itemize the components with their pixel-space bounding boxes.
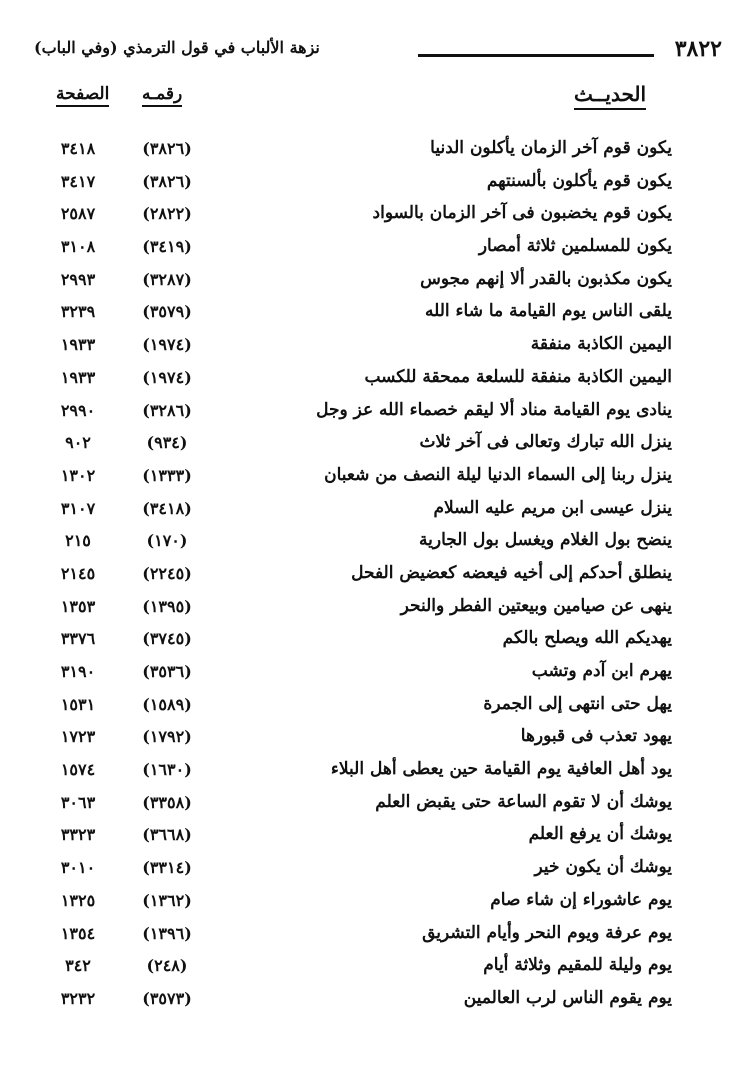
hadith-text: ينزل الله تبارك وتعالى فى آخر ثلاث [419, 432, 672, 453]
index-row [40, 921, 672, 954]
page-reference: ٣١٠٨ [60, 237, 96, 257]
hadith-text: يكون مكذبون بالقدر ألا إنهم مجوس [420, 268, 672, 289]
hadith-number: (١٦٣٠) [142, 760, 192, 780]
hadith-text: يوشك أن يكون خير [534, 857, 672, 878]
hadith-number: (١٩٧٤) [142, 335, 192, 355]
index-row [40, 332, 672, 365]
hadith-number: (٣٢٨٦) [142, 400, 192, 420]
index-row [40, 398, 672, 431]
index-row [40, 169, 672, 202]
column-headings [40, 82, 646, 116]
hadith-text: يهل حتى انتهى إلى الجمرة [483, 693, 672, 714]
hadith-number: (٢٢٤٥) [142, 563, 192, 583]
hadith-text: يكون قوم يأكلون بألسنتهم [486, 170, 672, 191]
hadith-number: (٣٨٢٦) [142, 171, 192, 191]
index-row [40, 201, 672, 234]
page-reference: ١٣٥٣ [60, 596, 96, 616]
page-reference: ١٣٠٢ [60, 465, 96, 485]
page-reference: ٣٢٣٢ [60, 988, 96, 1008]
index-row [40, 594, 672, 627]
hadith-text: ينزل ربنا إلى السماء الدنيا ليلة النصف من شعبان [324, 464, 672, 485]
page-reference: ٣١٠٧ [60, 498, 96, 518]
hadith-text: ينزل عيسى ابن مريم عليه السلام [433, 497, 672, 518]
page-reference: ٩٠٢ [65, 433, 91, 453]
hadith-text: يوم يقوم الناس لرب العالمين [463, 987, 672, 1008]
hadith-number: (٣٦٦٨) [142, 825, 192, 845]
hadith-number: (١٧٠) [146, 531, 188, 551]
hadith-number: (٣٨٢٦) [142, 139, 192, 158]
hadith-number: (٣٥٧٩) [142, 302, 192, 322]
hadith-number: (٣٤١٩) [142, 237, 192, 257]
index-row [40, 855, 672, 888]
running-header [34, 36, 722, 66]
index-row [40, 724, 672, 757]
hadith-number: (١٩٧٤) [142, 367, 192, 387]
page-reference: ٢١٥ [65, 531, 91, 551]
index-row [40, 561, 672, 594]
index-row [40, 692, 672, 725]
hadith-text: اليمين الكاذبة منفقة [530, 334, 672, 355]
hadith-text: يكون للمسلمين ثلاثة أمصار [478, 236, 672, 257]
hadith-number: (١٧٩٢) [142, 727, 192, 747]
hadith-text: ينطلق أحدكم إلى أخيه فيعضه كعضيض الفحل [351, 562, 672, 583]
column-heading-hadith: الحديــث [574, 82, 646, 110]
index-row [40, 234, 672, 267]
page-reference: ١٥٣١ [60, 694, 96, 714]
index-row [40, 790, 672, 823]
page-reference: ٣٠١٠ [60, 858, 96, 878]
hadith-number: (١٥٨٩) [142, 694, 192, 714]
page-reference: ٣٣٢٣ [60, 825, 96, 845]
hadith-text: ينهى عن صيامين وبيعتين الفطر والنحر [400, 595, 672, 616]
hadith-number: (١٣٩٦) [142, 923, 192, 943]
index-row [40, 430, 672, 463]
page-reference: ٢٥٨٧ [60, 204, 96, 224]
hadith-number: (٢٨٢٢) [142, 204, 192, 224]
book-title: نزهة الألباب في قول الترمذي (وفي الباب) [34, 38, 320, 57]
index-row [40, 626, 672, 659]
hadith-text: اليمين الكاذبة منفقة للسلعة ممحقة للكسب [364, 366, 672, 387]
index-row [40, 528, 672, 561]
index-row [40, 986, 672, 1019]
page-reference: ٢٩٩٠ [60, 400, 96, 420]
header-rule [418, 54, 654, 57]
index-row [40, 822, 672, 855]
index-row [40, 757, 672, 790]
hadith-text: يهديكم الله ويصلح بالكم [502, 628, 672, 649]
hadith-text: يوم عرفة ويوم النحر وأيام التشريق [422, 922, 672, 943]
hadith-text: يكون قوم آخر الزمان يأكلون الدنيا [430, 138, 672, 158]
column-heading-page: الصفحة [56, 84, 109, 107]
hadith-text: يوم عاشوراء إن شاء صام [490, 889, 672, 910]
hadith-number: (٣٢٨٧) [142, 269, 192, 289]
page-reference: ٣٤١٨ [60, 139, 96, 158]
hadith-number: (٣٧٤٥) [142, 629, 192, 649]
index-row [40, 299, 672, 332]
hadith-text: ينضح بول الغلام ويغسل بول الجارية [419, 530, 672, 551]
hadith-number: (٩٣٤) [146, 433, 188, 453]
index-row [40, 365, 672, 398]
index-row [40, 888, 672, 921]
hadith-number: (٣٥٣٦) [142, 662, 192, 681]
page-reference: ٣٢٣٩ [60, 302, 96, 322]
hadith-number: (٢٤٨) [146, 956, 188, 976]
index-row [40, 136, 672, 169]
hadith-text: يود أهل العافية يوم القيامة حين يعطى أهل البلاء [330, 759, 672, 780]
index-row [40, 267, 672, 300]
page-reference: ٣٤١٧ [60, 171, 96, 191]
hadith-number: (٣٥٧٣) [142, 988, 192, 1008]
page-reference: ١٣٢٥ [60, 890, 96, 910]
hadith-text: يهود تعذب فى قبورها [520, 726, 672, 747]
index-row [40, 953, 672, 986]
hadith-number: (١٣٦٢) [142, 890, 192, 910]
hadith-number: (٣٤١٨) [142, 498, 192, 518]
hadith-number: (٣٣١٤) [142, 858, 192, 878]
hadith-number: (١٣٩٥) [142, 596, 192, 616]
hadith-number: (٣٣٥٨) [142, 792, 192, 812]
hadith-text: يكون قوم يخضبون فى آخر الزمان بالسواد [372, 203, 672, 224]
page-reference: ٣٤٢ [65, 956, 91, 976]
hadith-text: يوشك أن لا تقوم الساعة حتى يقبض العلم [375, 791, 672, 812]
index-row [40, 463, 672, 496]
hadith-text: ينادى يوم القيامة مناد ألا ليقم خصماء الله عز وجل [316, 399, 672, 420]
hadith-number: (١٣٣٣) [142, 465, 192, 485]
page-reference: ١٩٣٣ [60, 335, 96, 355]
page-reference: ١٣٥٤ [60, 923, 96, 943]
index-row [40, 496, 672, 529]
page-reference: ٢١٤٥ [60, 563, 96, 583]
page-reference: ٣١٩٠ [60, 662, 96, 681]
page-reference: ١٩٣٣ [60, 367, 96, 387]
page-reference: ٢٩٩٣ [60, 269, 96, 289]
index-row [40, 659, 672, 692]
page-reference: ١٧٢٣ [60, 727, 96, 747]
hadith-text: يوشك أن يرفع العلم [528, 824, 672, 845]
column-heading-number: رقمـه [142, 84, 182, 107]
page-reference: ٣٣٧٦ [60, 629, 96, 649]
hadith-text: يوم وليلة للمقيم وثلاثة أيام [483, 955, 672, 976]
page-reference: ١٥٧٤ [60, 760, 96, 780]
page-reference: ٣٠٦٣ [60, 792, 96, 812]
hadith-text: يلقى الناس يوم القيامة ما شاء الله [424, 301, 672, 322]
hadith-text: يهرم ابن آدم وتشب [531, 661, 672, 681]
hadith-index-list [40, 136, 672, 1019]
page-number: ٣٨٢٢ [674, 36, 722, 62]
